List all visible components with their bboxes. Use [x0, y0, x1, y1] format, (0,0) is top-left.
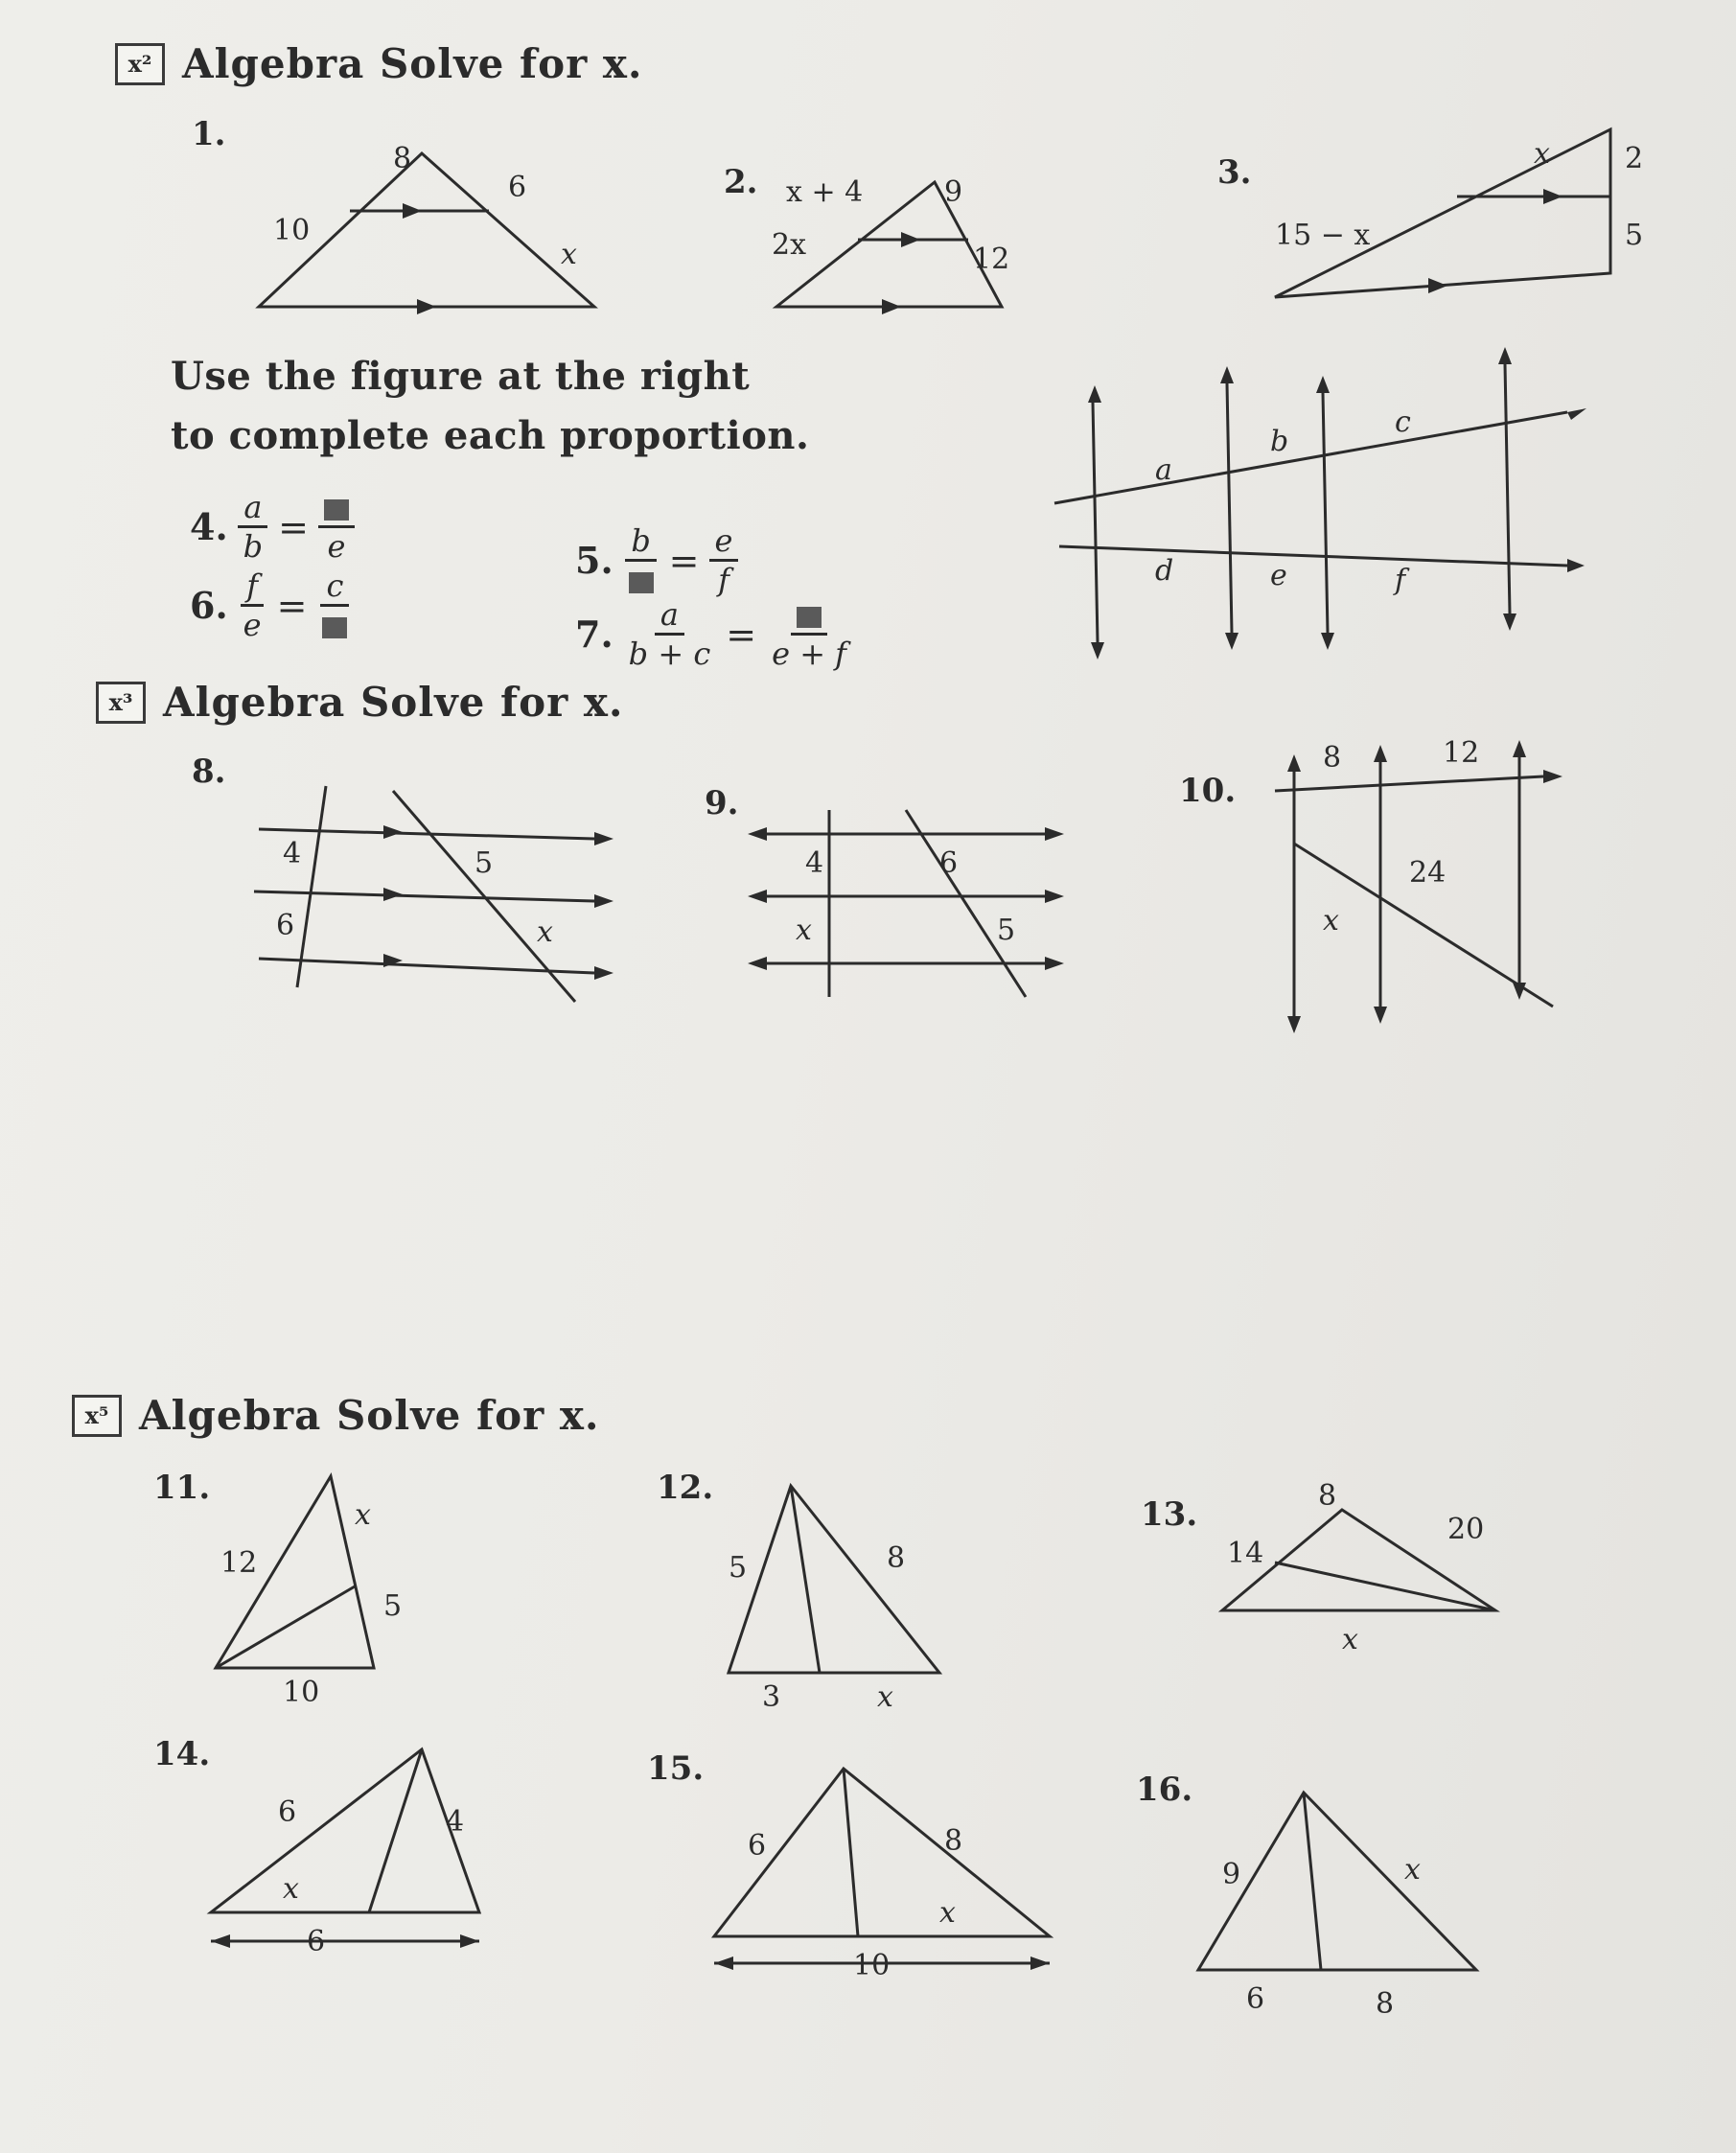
- problem-12-triangle: [709, 1476, 968, 1714]
- label-5: 5: [997, 914, 1016, 947]
- problem-number-1: 1.: [192, 115, 226, 153]
- label-6: 6: [276, 909, 295, 942]
- problem-9-figure: [738, 800, 1083, 1011]
- answer-blank[interactable]: [797, 607, 822, 628]
- label-9: 9: [1222, 1858, 1241, 1891]
- label-3: 3: [762, 1680, 781, 1714]
- label-a: a: [1155, 453, 1172, 487]
- fraction-right: c: [316, 567, 353, 643]
- label-6: 6: [939, 846, 959, 880]
- problem-number-2: 2.: [724, 163, 758, 201]
- problem-number-11: 11.: [153, 1469, 211, 1507]
- label-top-right: 6: [508, 171, 527, 204]
- section-header-3: [72, 1392, 600, 1439]
- label-5: 5: [1625, 219, 1644, 252]
- label-10: 10: [283, 1676, 320, 1709]
- label-14: 14: [1227, 1537, 1264, 1570]
- label-24: 24: [1409, 856, 1447, 890]
- problem-number-9: 9.: [705, 784, 739, 822]
- label-2x: 2x: [772, 228, 807, 262]
- label-5: 5: [383, 1589, 403, 1623]
- problem-1-triangle: [249, 134, 633, 326]
- label-8: 8: [944, 1824, 963, 1858]
- equals-sign: =: [726, 613, 757, 656]
- label-x: x: [1534, 137, 1550, 171]
- problem-number-13: 13.: [1141, 1495, 1198, 1534]
- proportion-reference-figure: [1050, 355, 1586, 671]
- section-badge: x²: [115, 43, 165, 85]
- label-15-minus-x: 15 − x: [1275, 219, 1371, 252]
- problem-number-16: 16.: [1136, 1771, 1193, 1809]
- label-6: 6: [1246, 1982, 1265, 2016]
- problem-number-8: 8.: [192, 752, 226, 791]
- proportion-number: 7.: [575, 613, 613, 656]
- proportion-number: 4.: [190, 505, 228, 548]
- label-5: 5: [729, 1551, 748, 1585]
- label-20: 20: [1447, 1513, 1485, 1546]
- label-6: 6: [307, 1925, 326, 1958]
- label-6: 6: [748, 1829, 767, 1863]
- label-2: 2: [1625, 142, 1644, 175]
- section-badge: x⁵: [72, 1395, 122, 1437]
- label-8: 8: [887, 1541, 906, 1575]
- proportion-5: [575, 522, 738, 598]
- label-c: c: [1395, 405, 1411, 439]
- label-x: x: [877, 1680, 893, 1714]
- label-x: x: [1342, 1623, 1358, 1656]
- fraction-right: $\frac{e}{f}$: [709, 522, 739, 598]
- problem-14-triangle: [201, 1740, 498, 1970]
- fraction-right: e: [318, 489, 355, 565]
- answer-blank[interactable]: [322, 617, 347, 638]
- section-header-1: [115, 40, 643, 87]
- label-bottom-left: 10: [273, 214, 311, 247]
- proportion-4: [190, 489, 355, 565]
- problem-8-figure: [240, 776, 633, 1007]
- proportion-6: [190, 567, 353, 643]
- label-x: x: [1323, 904, 1339, 938]
- section-title: Algebra Solve for x.: [139, 1392, 600, 1439]
- fraction-left: $\frac{a}{b + c}$: [628, 596, 711, 672]
- problem-3-triangle: [1265, 115, 1697, 316]
- label-5: 5: [475, 846, 494, 880]
- label-4: 4: [446, 1805, 465, 1839]
- section-badge: x³: [96, 682, 146, 724]
- label-8: 8: [1323, 741, 1342, 775]
- label-8: 8: [1376, 1987, 1395, 2021]
- answer-blank[interactable]: [629, 572, 654, 593]
- label-12: 12: [973, 243, 1010, 276]
- label-4: 4: [283, 837, 302, 870]
- problem-number-12: 12.: [657, 1469, 714, 1507]
- label-4: 4: [805, 846, 824, 880]
- label-6: 6: [278, 1795, 297, 1829]
- label-x: x: [283, 1872, 299, 1906]
- label-10: 10: [853, 1949, 891, 1982]
- proportion-number: 5.: [575, 539, 613, 582]
- section-title: Algebra Solve for x.: [163, 679, 624, 726]
- label-b: b: [1270, 425, 1289, 458]
- problem-number-3: 3.: [1217, 153, 1252, 192]
- section-header-2: [96, 679, 624, 726]
- label-x: x: [939, 1896, 956, 1930]
- label-e: e: [1270, 559, 1287, 592]
- proportion-7: [575, 596, 852, 672]
- problem-number-15: 15.: [647, 1749, 705, 1788]
- fraction-left: b: [623, 522, 660, 598]
- answer-blank[interactable]: [324, 499, 349, 521]
- problem-16-triangle: [1189, 1778, 1495, 2021]
- section-title: Algebra Solve for x.: [182, 40, 643, 87]
- equals-sign: =: [278, 505, 309, 548]
- label-x: x: [355, 1498, 371, 1532]
- equals-sign: =: [276, 584, 308, 627]
- label-f: f: [1395, 564, 1406, 597]
- problem-10-figure: [1265, 738, 1572, 1045]
- label-12: 12: [1443, 736, 1480, 770]
- label-9: 9: [944, 175, 963, 209]
- instruction: [171, 347, 809, 466]
- fraction-right: e + f: [766, 596, 852, 672]
- label-top-left: 8: [393, 142, 412, 175]
- label-12: 12: [220, 1546, 258, 1580]
- instruction-line-2: to complete each proportion.: [171, 413, 810, 458]
- problem-number-14: 14.: [153, 1735, 211, 1773]
- proportion-number: 6.: [190, 584, 228, 627]
- label-8: 8: [1318, 1479, 1337, 1513]
- label-x: x: [537, 915, 553, 949]
- problem-11-triangle: [206, 1467, 436, 1709]
- label-x: x: [1404, 1853, 1421, 1887]
- label-x: x: [796, 914, 812, 947]
- label-x-plus-4: x + 4: [786, 175, 864, 209]
- label-d: d: [1155, 554, 1174, 588]
- equals-sign: =: [668, 539, 700, 582]
- problem-13-triangle: [1213, 1481, 1519, 1654]
- label-bottom-right: x: [561, 238, 577, 271]
- fraction-left: $\frac{f}{e}$: [238, 567, 267, 643]
- problem-number-10: 10.: [1179, 772, 1237, 810]
- instruction-line-1: Use the figure at the right: [171, 354, 751, 399]
- problem-15-triangle: [709, 1759, 1054, 1989]
- problem-2-triangle: [767, 163, 1035, 326]
- fraction-left: $\frac{a}{b}$: [238, 489, 268, 565]
